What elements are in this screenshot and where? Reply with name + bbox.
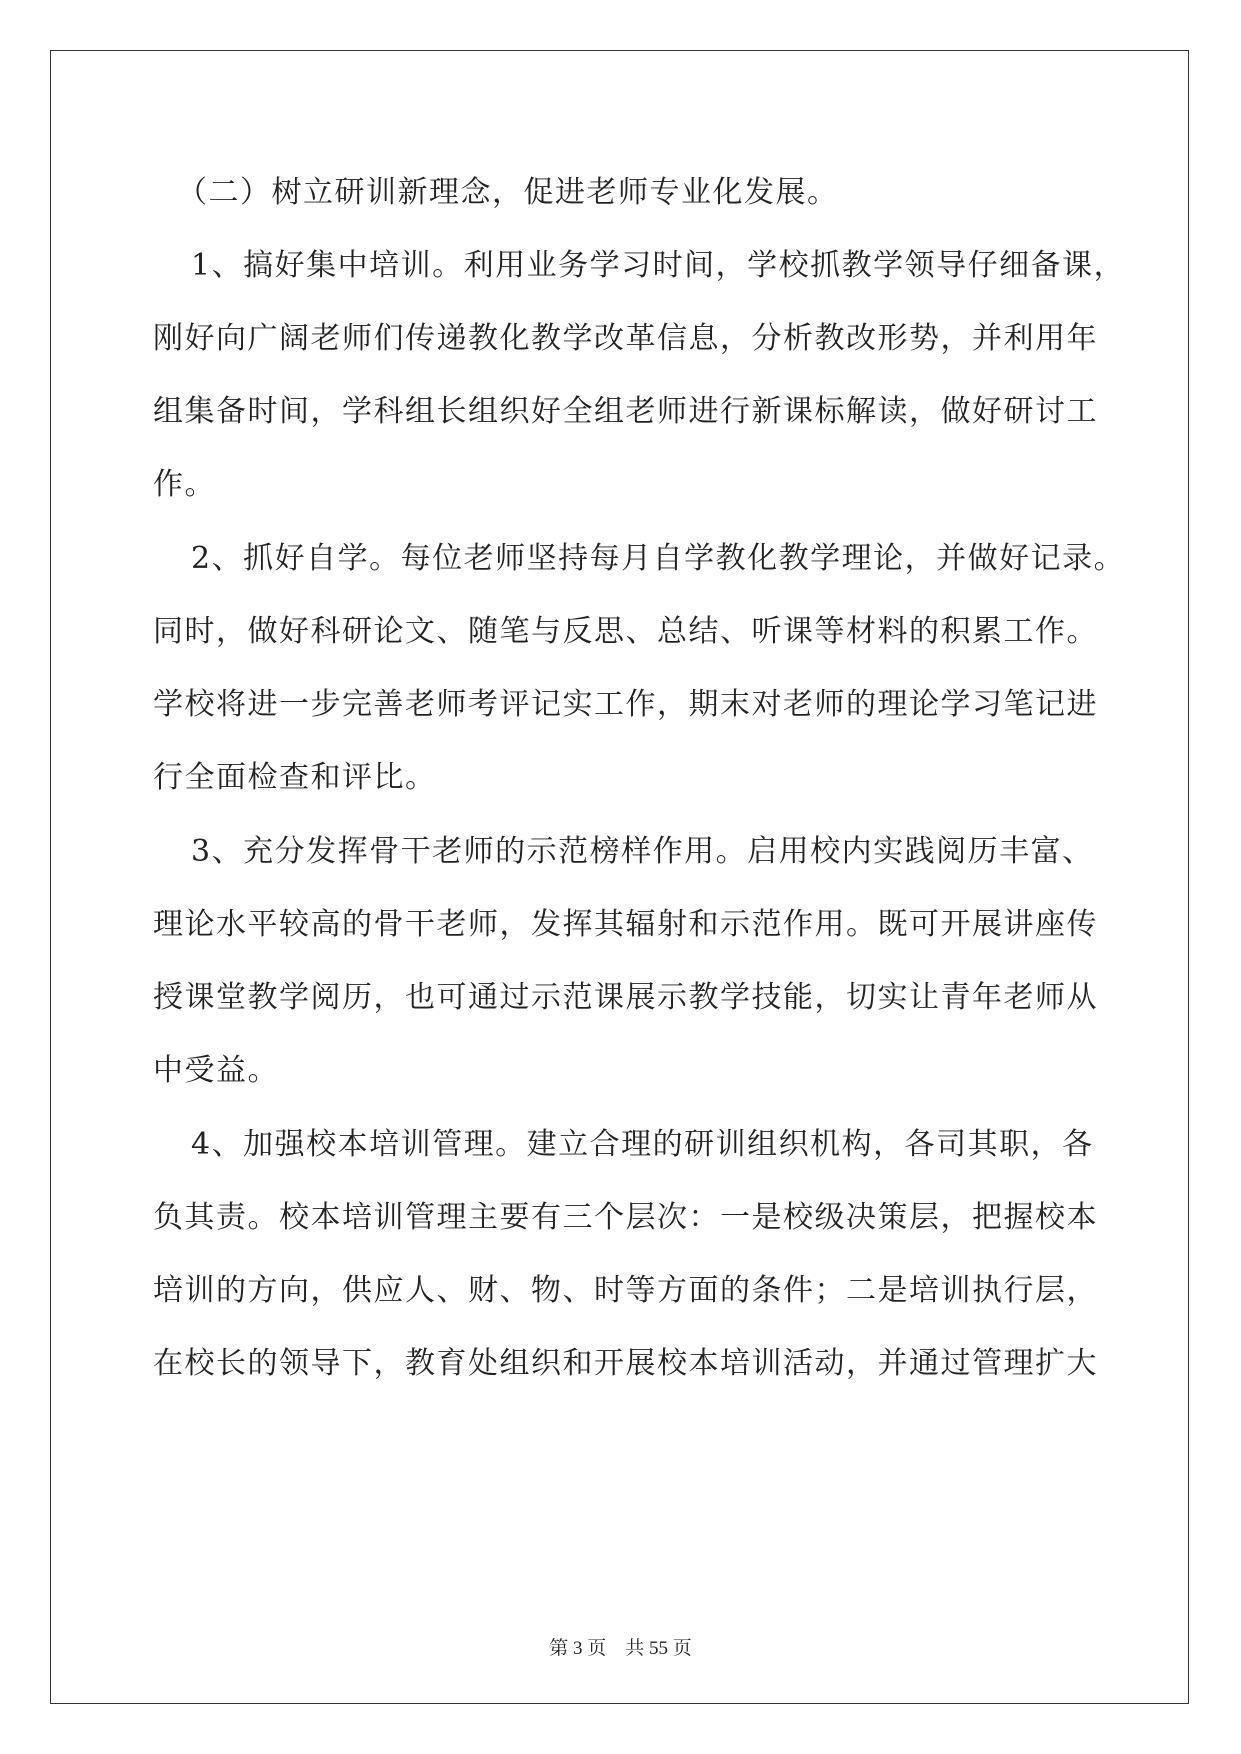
- item-1-line-3: 组集备时间，学科组长组织好全组老师进行新课标解读，做好研讨工: [153, 394, 1098, 429]
- page-number-footer: 第 3 页 共 55 页: [549, 1638, 692, 1659]
- item-2-line-3: 学校将进一步完善老师考评记实工作，期末对老师的理论学习笔记进: [153, 687, 1098, 722]
- item-2-line-4: 行全面检查和评比。: [153, 760, 437, 795]
- item-4-line-3: 培训的方向，供应人、财、物、时等方面的条件；二是培训执行层，: [153, 1273, 1098, 1308]
- item-3-line-3: 授课堂教学阅历，也可通过示范课展示教学技能，切实让青年老师从: [153, 980, 1098, 1015]
- item-3-line-4: 中受益。: [153, 1053, 279, 1088]
- item-3-line-1: 3、充分发挥骨干老师的示范榜样作用。启用校内实践阅历丰富、: [191, 834, 1094, 869]
- section-heading: （二）树立研训新理念，促进老师专业化发展。: [177, 175, 839, 210]
- item-4-line-1: 4、加强校本培训管理。建立合理的研训组织机构，各司其职，各: [191, 1127, 1094, 1162]
- item-2-line-2: 同时，做好科研论文、随笔与反思、总结、听课等材料的积累工作。: [153, 614, 1098, 649]
- item-4-line-4: 在校长的领导下，教育处组织和开展校本培训活动，并通过管理扩大: [153, 1346, 1098, 1381]
- item-1-line-2: 刚好向广阔老师们传递教化教学改革信息，分析教改形势，并利用年: [153, 321, 1098, 356]
- item-2-line-1: 2、抓好自学。每位老师坚持每月自学教化教学理论，并做好记录。: [191, 541, 1126, 576]
- item-4-line-2: 负其责。校本培训管理主要有三个层次：一是校级决策层，把握校本: [153, 1200, 1098, 1235]
- item-1-line-1: 1、搞好集中培训。利用业务学习时间，学校抓教学领导仔细备课，: [191, 248, 1126, 283]
- item-3-line-2: 理论水平较高的骨干老师，发挥其辐射和示范作用。既可开展讲座传: [153, 907, 1098, 942]
- item-1-line-4: 作。: [153, 467, 216, 502]
